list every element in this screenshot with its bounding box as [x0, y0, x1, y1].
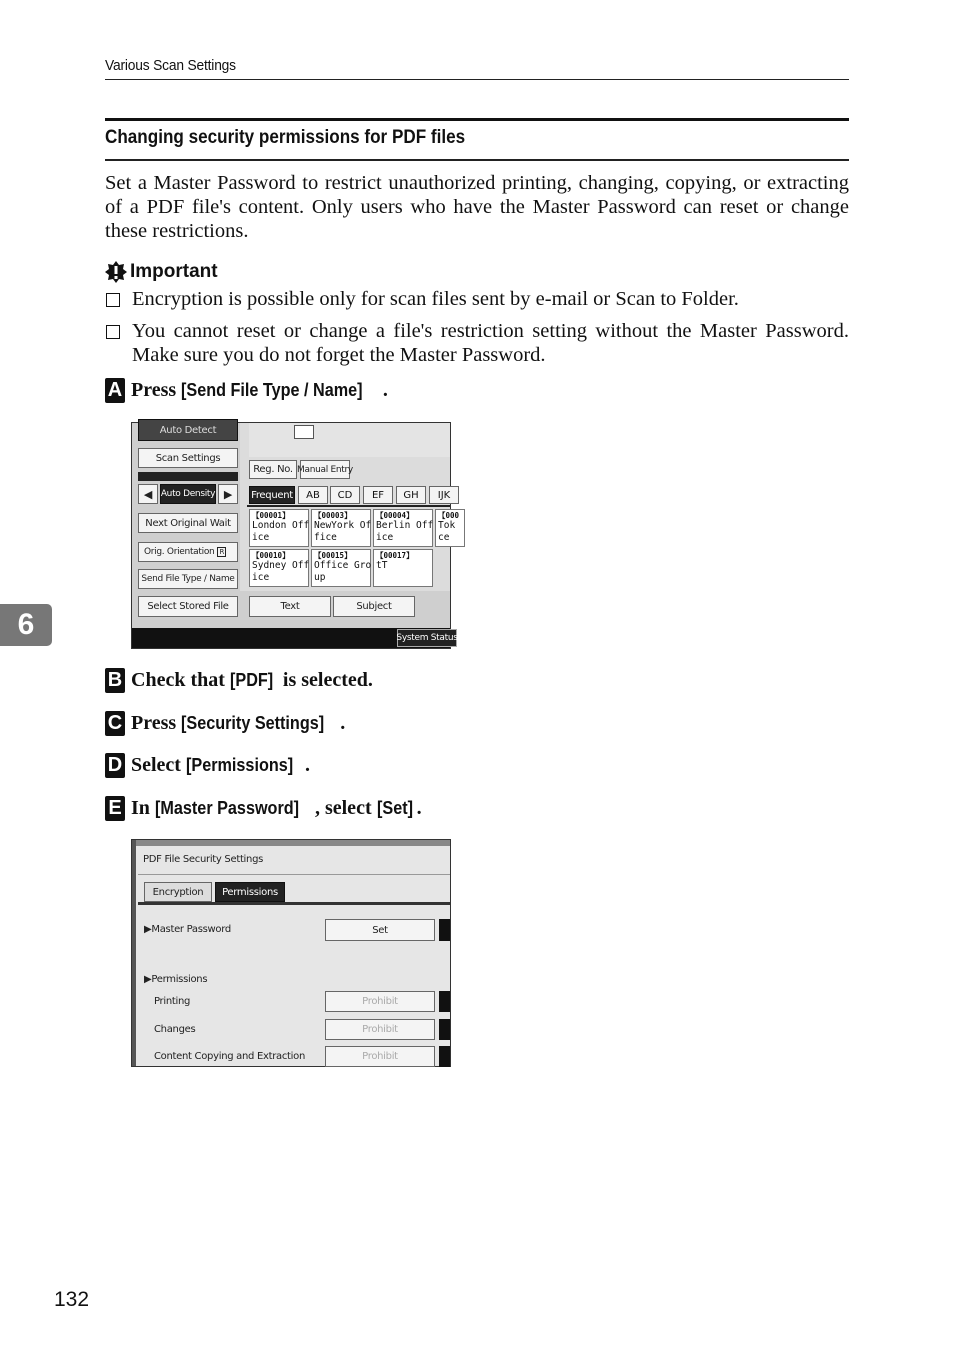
printing-label: Printing: [154, 996, 191, 1007]
step-text: is selected.: [282, 669, 373, 691]
title-divider: [138, 874, 450, 875]
destination-button[interactable]: [435, 509, 465, 547]
tab-frequent[interactable]: Frequent: [249, 486, 295, 504]
destination-name: tT: [376, 560, 388, 571]
section-top-rule: [105, 118, 849, 121]
orientation-icon: R: [219, 548, 225, 556]
tab-ab[interactable]: AB: [298, 486, 328, 504]
step-1: [105, 378, 388, 403]
step-4: [105, 753, 310, 778]
destination-name: Tok ce: [438, 520, 456, 543]
tab-ijk[interactable]: IJK: [429, 486, 459, 504]
chapter-tab: 6: [0, 604, 52, 646]
step-text: .: [416, 797, 422, 819]
intro-paragraph: Set a Master Password to restrict unauthorized printing, changing, copying, or extracting of a PDF file's content. Only users who have the Master Password can reset or change these restrictions.: [105, 172, 849, 242]
tab-permissions[interactable]: Permissions: [215, 882, 285, 902]
system-status-button[interactable]: System Status: [397, 629, 457, 647]
density-scale: [138, 472, 238, 481]
select-stored-file-button[interactable]: Select Stored File: [138, 596, 238, 617]
tab-underline: [138, 902, 450, 905]
step-5: [105, 796, 422, 821]
step-text: .: [340, 712, 346, 734]
destination-button[interactable]: [249, 509, 309, 547]
section-title: Changing security permissions for PDF files: [105, 127, 466, 148]
scroll-marker: [439, 1019, 450, 1040]
master-password-text: Master Password: [151, 924, 231, 935]
running-head: Various Scan Settings: [105, 57, 236, 74]
content-copying-prohibit-button[interactable]: Prohibit: [325, 1046, 435, 1067]
important-heading: [105, 260, 218, 284]
step-2: [105, 668, 373, 693]
step-text: Check that: [131, 669, 225, 691]
tab-encryption[interactable]: Encryption: [144, 882, 212, 902]
step-text: .: [382, 379, 388, 401]
subject-button[interactable]: Subject: [333, 596, 415, 617]
important-label: Important: [130, 261, 218, 282]
step-key: [PDF]: [229, 670, 274, 690]
changes-label: Changes: [154, 1024, 196, 1035]
important-item-text: You cannot reset or change a file's restriction setting without the Master Password. Make sure you do not forget the Master Password.: [132, 320, 849, 366]
send-file-type-name-button[interactable]: Send File Type / Name: [138, 569, 238, 589]
destination-code: 【00001】: [252, 511, 290, 520]
important-item: [105, 287, 849, 311]
step-key: [Master Password]: [154, 798, 299, 818]
destination-button[interactable]: [249, 549, 309, 587]
tab-cd[interactable]: CD: [330, 486, 360, 504]
next-original-wait-button[interactable]: Next Original Wait: [138, 513, 238, 533]
density-right-arrow-icon[interactable]: ▶: [218, 484, 238, 504]
auto-detect-button[interactable]: Auto Detect: [138, 419, 238, 441]
tab-underline: [247, 505, 450, 507]
scroll-marker: [439, 919, 450, 941]
scroll-marker: [439, 991, 450, 1012]
step-text: Select: [131, 754, 181, 776]
destination-code: 【00003】: [314, 511, 352, 520]
step-number: A: [105, 378, 125, 403]
checkbox-bullet-icon: [106, 293, 120, 307]
step-text: .: [305, 754, 311, 776]
destination-name: Sydney Off ice: [252, 560, 310, 583]
step-key: [Security Settings]: [181, 713, 325, 733]
content-copying-label: Content Copying and Extraction: [154, 1051, 306, 1062]
destination-code: 【000: [438, 511, 460, 520]
top-edge: [132, 840, 450, 846]
checkbox-bullet-icon: [106, 325, 120, 339]
destination-name: London Off ice: [252, 520, 310, 543]
destination-display: [249, 423, 450, 457]
destination-button[interactable]: [311, 509, 371, 547]
printing-prohibit-button[interactable]: Prohibit: [325, 991, 435, 1012]
tab-gh[interactable]: GH: [396, 486, 426, 504]
dialog-title: PDF File Security Settings: [143, 854, 264, 865]
document-icon: [294, 425, 314, 439]
step-number: C: [105, 711, 125, 736]
important-icon: [105, 260, 127, 284]
density-left-arrow-icon[interactable]: ◀: [138, 484, 158, 504]
destination-name: Berlin Off ice: [376, 520, 434, 543]
section-bottom-rule: [105, 159, 849, 161]
page-number: 132: [54, 1288, 90, 1311]
destination-name: Office Gro up: [314, 560, 372, 583]
step-text: Press: [131, 379, 177, 401]
changes-prohibit-button[interactable]: Prohibit: [325, 1019, 435, 1040]
step-number: B: [105, 668, 125, 693]
step-key: [Send File Type / Name]: [181, 380, 363, 400]
destination-code: 【00017】: [376, 551, 414, 560]
orig-orientation-label: Orig. Orientation: [144, 547, 215, 557]
auto-density-button[interactable]: Auto Density: [160, 484, 216, 504]
step-text: In: [131, 797, 150, 819]
scanner-screen-2: [131, 839, 451, 1067]
tab-ef[interactable]: EF: [363, 486, 393, 504]
step-number: D: [105, 753, 125, 778]
orig-orientation-button[interactable]: [138, 542, 238, 562]
destination-code: 【00010】: [252, 551, 290, 560]
destination-code: 【00015】: [314, 551, 352, 560]
master-password-label: ▶Master Password: [144, 924, 231, 935]
reg-no-button[interactable]: Reg. No.: [249, 460, 297, 479]
step-number: E: [105, 796, 125, 821]
left-edge: [132, 840, 136, 1066]
important-item-text: Encryption is possible only for scan files sent by e-mail or Scan to Folder.: [132, 288, 739, 310]
destination-button[interactable]: [373, 509, 433, 547]
step-3: [105, 711, 345, 736]
step-key: [Permissions]: [185, 755, 294, 775]
scan-settings-button[interactable]: Scan Settings: [138, 448, 238, 468]
scanner-screen-1: [131, 422, 460, 649]
set-button[interactable]: Set: [325, 919, 435, 941]
permissions-label: ▶Permissions: [144, 974, 208, 985]
step-key: [Set]: [376, 798, 413, 818]
step-text: , select: [314, 797, 372, 819]
permissions-text: Permissions: [151, 974, 208, 985]
destination-button[interactable]: [373, 549, 433, 587]
destination-button[interactable]: [311, 549, 371, 587]
destination-name: NewYork Of fice: [314, 520, 372, 543]
manual-entry-button[interactable]: Manual Entry: [300, 460, 350, 479]
text-button[interactable]: Text: [249, 596, 331, 617]
important-item: [105, 319, 849, 367]
header-rule: [105, 79, 849, 80]
scroll-marker: [439, 1046, 450, 1067]
step-text: Press: [131, 712, 177, 734]
destination-code: 【00004】: [376, 511, 414, 520]
